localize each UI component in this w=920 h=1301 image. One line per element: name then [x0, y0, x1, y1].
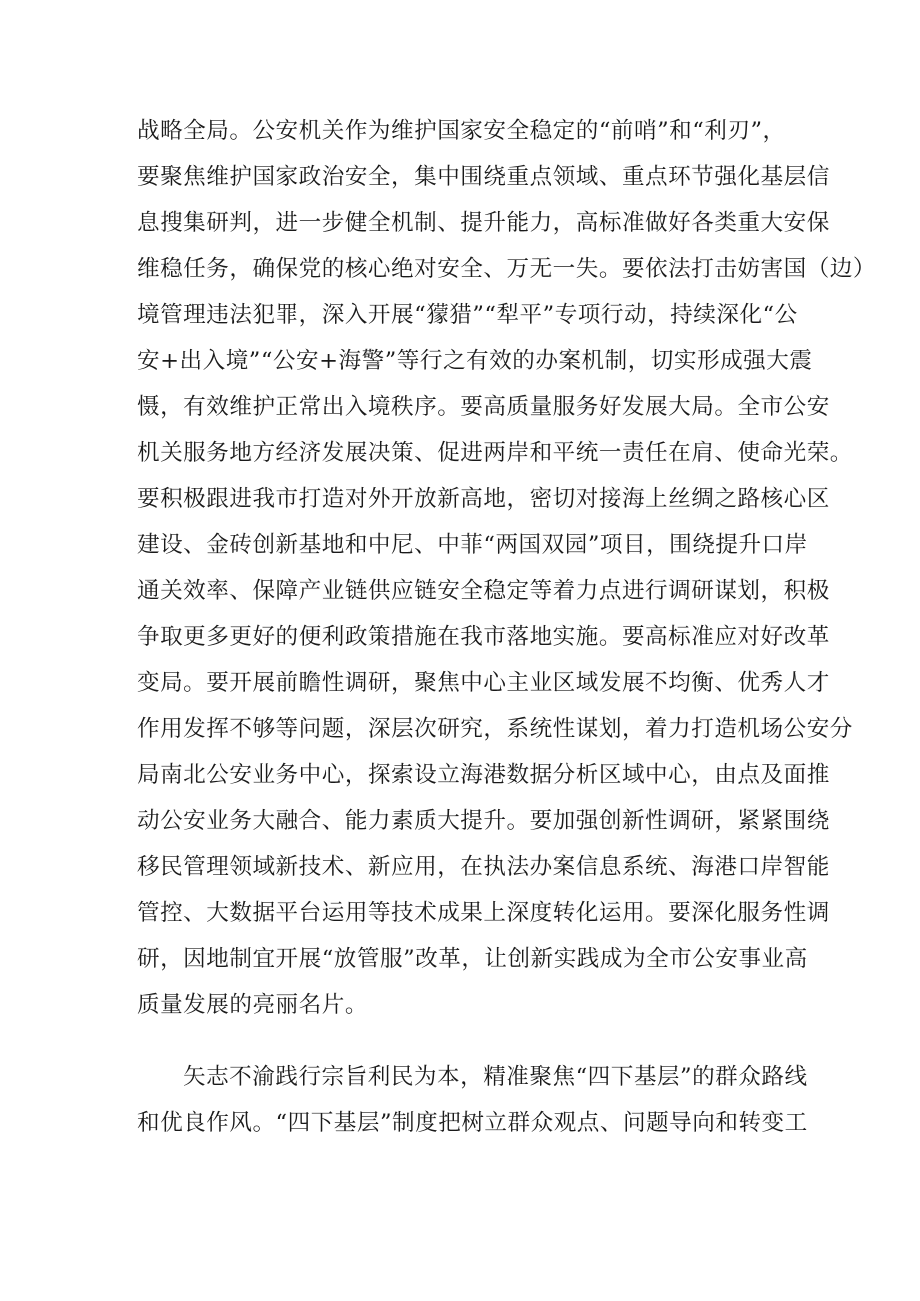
- text-line: 动公安业务大融合、能力素质大提升。要加强创新性调研，紧紧围绕: [137, 808, 830, 834]
- text-line: 战略全局。公安机关作为维护国家安全稳定的“前哨”和“利刃”，: [137, 118, 786, 144]
- text-line: 移民管理领域新技术、新应用，在执法办案信息系统、海港口岸智能: [137, 854, 830, 880]
- text-line: 争取更多更好的便利政策措施在我市落地实施。要高标准应对好改革: [137, 624, 830, 650]
- paragraph-first-line: 矢志不渝践行宗旨利民为本，精准聚焦“四下基层”的群众路线: [183, 1064, 808, 1090]
- text-line: 维稳任务，确保党的核心绝对安全、万无一失。要依法打击妨害国（边）: [137, 256, 876, 282]
- text-line: 局南北公安业务中心，探索设立海港数据分析区域中心，由点及面推: [137, 762, 830, 788]
- text-line: 要聚焦维护国家政治安全，集中围绕重点领域、重点环节强化基层信: [137, 164, 830, 190]
- text-line: 作用发挥不够等问题，深层次研究，系统性谋划，着力打造机场公安分: [137, 716, 853, 742]
- text-line: 建设、金砖创新基地和中尼、中菲“两国双园”项目，围绕提升口岸: [137, 532, 808, 558]
- text-line: 慑，有效维护正常出入境秩序。要高质量服务好发展大局。全市公安: [137, 394, 830, 420]
- text-line: 安+出入境”“公安+海警”等行之有效的办案机制，切实形成强大震: [137, 348, 813, 374]
- text-line: 变局。要开展前瞻性调研，聚焦中心主业区域发展不均衡、优秀人才: [137, 670, 830, 696]
- text-line: 和优良作风。“四下基层”制度把树立群众观点、问题导向和转变工: [137, 1110, 808, 1136]
- text-line: 通关效率、保障产业链供应链安全稳定等着力点进行调研谋划，积极: [137, 578, 830, 604]
- text-line: 机关服务地方经济发展决策、促进两岸和平统一责任在肩、使命光荣。: [137, 440, 853, 466]
- text-line: 质量发展的亮丽名片。: [137, 992, 368, 1018]
- text-line: 要积极跟进我市打造对外开放新高地，密切对接海上丝绸之路核心区: [137, 486, 830, 512]
- text-line: 息搜集研判，进一步健全机制、提升能力，高标准做好各类重大安保: [137, 210, 830, 236]
- text-line: 管控、大数据平台运用等技术成果上深度转化运用。要深化服务性调: [137, 900, 830, 926]
- text-line: 研，因地制宜开展“放管服”改革，让创新实践成为全市公安事业高: [137, 946, 808, 972]
- text-line: 境管理违法犯罪，深入开展“獴猎”“犁平”专项行动，持续深化“公: [137, 302, 798, 328]
